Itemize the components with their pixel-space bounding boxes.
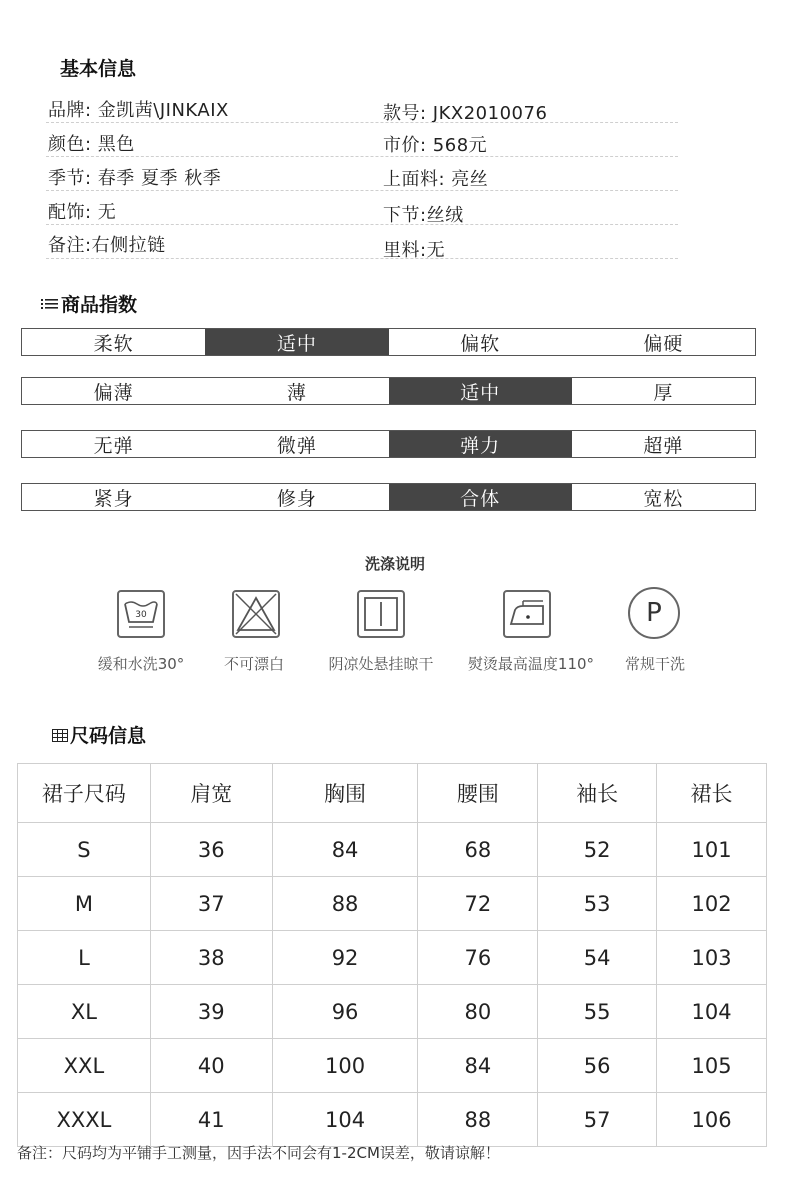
table-cell: 72 [418, 877, 538, 931]
table-cell: 76 [418, 931, 538, 985]
iron-icon [503, 590, 551, 638]
table-cell: 39 [150, 985, 272, 1039]
divider [46, 156, 678, 157]
index-cell: 微弹 [276, 434, 317, 457]
index-cell: 无弹 [93, 434, 134, 457]
dry-clean-letter: P [646, 598, 662, 628]
table-cell: 84 [272, 823, 418, 877]
table-cell: 102 [657, 877, 767, 931]
lower-fabric-text: 下节:丝绒 [383, 205, 464, 226]
table-cell: 104 [272, 1093, 418, 1147]
style-no-text: 款号: JKX2010076 [383, 103, 548, 124]
table-cell: L [18, 931, 151, 985]
index-cell: 薄 [286, 381, 307, 404]
table-cell: 36 [150, 823, 272, 877]
wash-label: 缓和水洗30° [97, 655, 185, 673]
table-cell: 38 [150, 931, 272, 985]
index-cell: 超弹 [643, 434, 684, 457]
index-cell: 偏硬 [643, 332, 684, 355]
table-cell: 40 [150, 1039, 272, 1093]
no-bleach-icon [232, 590, 280, 638]
dry-clean-icon [628, 587, 680, 639]
size-info-title: 尺码信息 [70, 725, 147, 747]
table-cell: 92 [272, 931, 418, 985]
divider [46, 258, 678, 259]
lining-text: 里料:无 [383, 240, 446, 261]
index-cell-selected: 适中 [205, 329, 388, 355]
table-cell: 84 [418, 1039, 538, 1093]
line-dry-shade-icon [357, 590, 405, 638]
table-header-cell: 袖长 [538, 764, 657, 823]
upper-fabric-text: 上面料: 亮丝 [383, 169, 489, 190]
table-cell: M [18, 877, 151, 931]
index-row-fit [21, 483, 756, 511]
index-cell-selected: 合体 [389, 484, 572, 510]
brand-text: 品牌: 金凯茜\JINKAIX [48, 100, 229, 121]
table-header-cell: 腰围 [418, 764, 538, 823]
index-cell: 偏薄 [93, 381, 134, 404]
table-cell: 100 [272, 1039, 418, 1093]
table-row [18, 1093, 767, 1147]
index-row-softness [21, 328, 756, 356]
divider [46, 122, 678, 123]
wash-label: 熨烫最高温度110° [467, 655, 595, 673]
grid-icon [52, 728, 68, 742]
wash-label: 不可漂白 [223, 655, 285, 673]
index-cell: 厚 [653, 381, 674, 404]
remark-text: 备注:右侧拉链 [48, 235, 166, 256]
index-row-thickness [21, 377, 756, 405]
index-cell: 偏软 [460, 332, 501, 355]
table-cell: 55 [538, 985, 657, 1039]
product-index-title: 商品指数 [61, 294, 138, 316]
table-row [18, 1039, 767, 1093]
table-cell: XXL [18, 1039, 151, 1093]
table-row [18, 877, 767, 931]
basic-info-title: 基本信息 [60, 58, 137, 80]
table-header-cell: 裙长 [657, 764, 767, 823]
table-cell: 52 [538, 823, 657, 877]
wash-label: 常规干洗 [624, 655, 686, 673]
size-table [17, 763, 767, 1147]
table-cell: S [18, 823, 151, 877]
divider [46, 224, 678, 225]
table-cell: 106 [657, 1093, 767, 1147]
index-cell: 紧身 [93, 487, 134, 510]
list-icon [41, 297, 59, 311]
table-cell: 54 [538, 931, 657, 985]
table-row [18, 823, 767, 877]
accessory-text: 配饰: 无 [48, 202, 117, 223]
season-text: 季节: 春季 夏季 秋季 [48, 168, 222, 189]
wash-30-icon [117, 590, 165, 638]
table-header-cell: 肩宽 [150, 764, 272, 823]
wash-label: 阴凉处悬挂晾干 [328, 655, 434, 673]
table-header-cell: 胸围 [272, 764, 418, 823]
table-cell: 80 [418, 985, 538, 1039]
table-header-row [18, 764, 767, 823]
table-row [18, 931, 767, 985]
index-row-elasticity [21, 430, 756, 458]
table-cell: 105 [657, 1039, 767, 1093]
table-cell: 41 [150, 1093, 272, 1147]
table-cell: 53 [538, 877, 657, 931]
table-cell: 57 [538, 1093, 657, 1147]
product-index-heading [41, 290, 137, 317]
index-cell-selected: 弹力 [389, 431, 572, 457]
index-cell: 宽松 [643, 487, 684, 510]
table-row [18, 985, 767, 1039]
table-cell: 101 [657, 823, 767, 877]
wash-temp-text: 30 [135, 610, 147, 620]
size-note: 备注：尺码均为平铺手工测量，因手法不同会有1-2CM误差，敬请谅解！ [17, 1144, 500, 1162]
table-cell: 96 [272, 985, 418, 1039]
divider [46, 190, 678, 191]
price-text: 市价: 568元 [383, 135, 488, 156]
wash-title: 洗涤说明 [364, 555, 425, 573]
table-cell: 56 [538, 1039, 657, 1093]
index-cell: 柔软 [93, 332, 134, 355]
table-cell: 88 [272, 877, 418, 931]
table-cell: 37 [150, 877, 272, 931]
table-cell: 88 [418, 1093, 538, 1147]
color-text: 颜色: 黑色 [48, 134, 135, 155]
table-cell: 104 [657, 985, 767, 1039]
table-cell: 68 [418, 823, 538, 877]
size-info-heading [52, 721, 146, 748]
table-cell: 103 [657, 931, 767, 985]
table-cell: XL [18, 985, 151, 1039]
table-header-cell: 裙子尺码 [18, 764, 151, 823]
table-cell: XXXL [18, 1093, 151, 1147]
index-cell: 修身 [276, 487, 317, 510]
index-cell-selected: 适中 [389, 378, 572, 404]
